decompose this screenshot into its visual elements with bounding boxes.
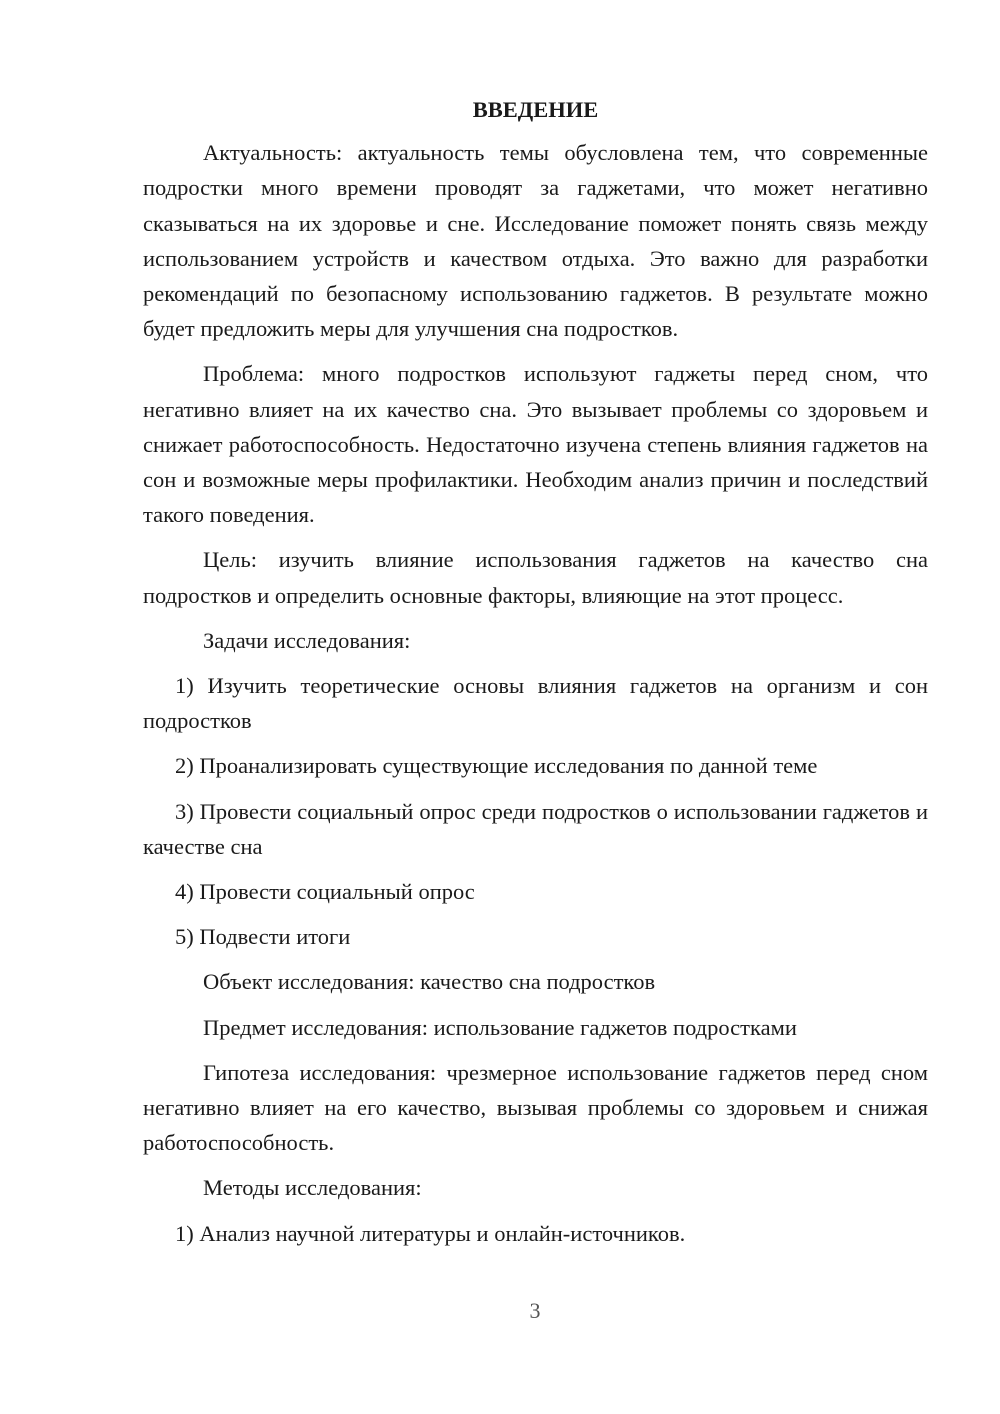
paragraph-tasks-heading: Задачи исследования: [203, 627, 411, 653]
document-page [143, 92, 928, 1261]
task-item-4: 4) Провести социальный опрос [175, 879, 475, 905]
research-subject: Предмет исследования: использование гаджетов подростками [203, 1014, 797, 1040]
paragraph-goal: Цель: изучить влияние использования гаджетов на качество сна подростков и определить основные факторы, влияющие на этот процесс. [143, 547, 928, 608]
section-title: ВВЕДЕНИЕ [472, 97, 599, 122]
task-item-2: 2) Проанализировать существующие исследования по данной теме [175, 753, 818, 779]
task-item-1: 1) Изучить теоретические основы влияния гаджетов на организм и сон подростков [143, 673, 928, 734]
methods-heading: Методы исследования: [203, 1175, 422, 1201]
paragraph-problem: Проблема: много подростков используют гаджеты перед сном, что негативно влияет на их качество сна. Это вызывает проблемы со здоровьем и снижает работоспособность. Недостаточно изучена степень влияния гаджетов на сон и возможные меры профилактики. Необходим анализ причин и последствий такого поведения. [143, 361, 928, 528]
page-number: 3 [529, 1298, 541, 1323]
research-object: Объект исследования: качество сна подростков [203, 969, 656, 995]
task-item-5: 5) Подвести итоги [175, 924, 351, 950]
research-hypothesis: Гипотеза исследования: чрезмерное использование гаджетов перед сном негативно влияет на его качество, вызывая проблемы со здоровьем и снижая работоспособность. [143, 1059, 928, 1156]
method-item-1: 1) Анализ научной литературы и онлайн-источников. [175, 1220, 686, 1246]
paragraph-relevance: Актуальность: актуальность темы обусловлена тем, что современные подростки много времени проводят за гаджетами, что может негативно сказываться на их здоровье и сне. Исследование поможет понять связь между использованием устройств и качеством отдыха. Это важно для разработки рекомендаций по безопасному использованию гаджетов. В результате можно будет предложить меры для улучшения сна подростков. [143, 140, 928, 342]
task-item-3: 3) Провести социальный опрос среди подростков о использовании гаджетов и качестве сна [143, 798, 928, 859]
